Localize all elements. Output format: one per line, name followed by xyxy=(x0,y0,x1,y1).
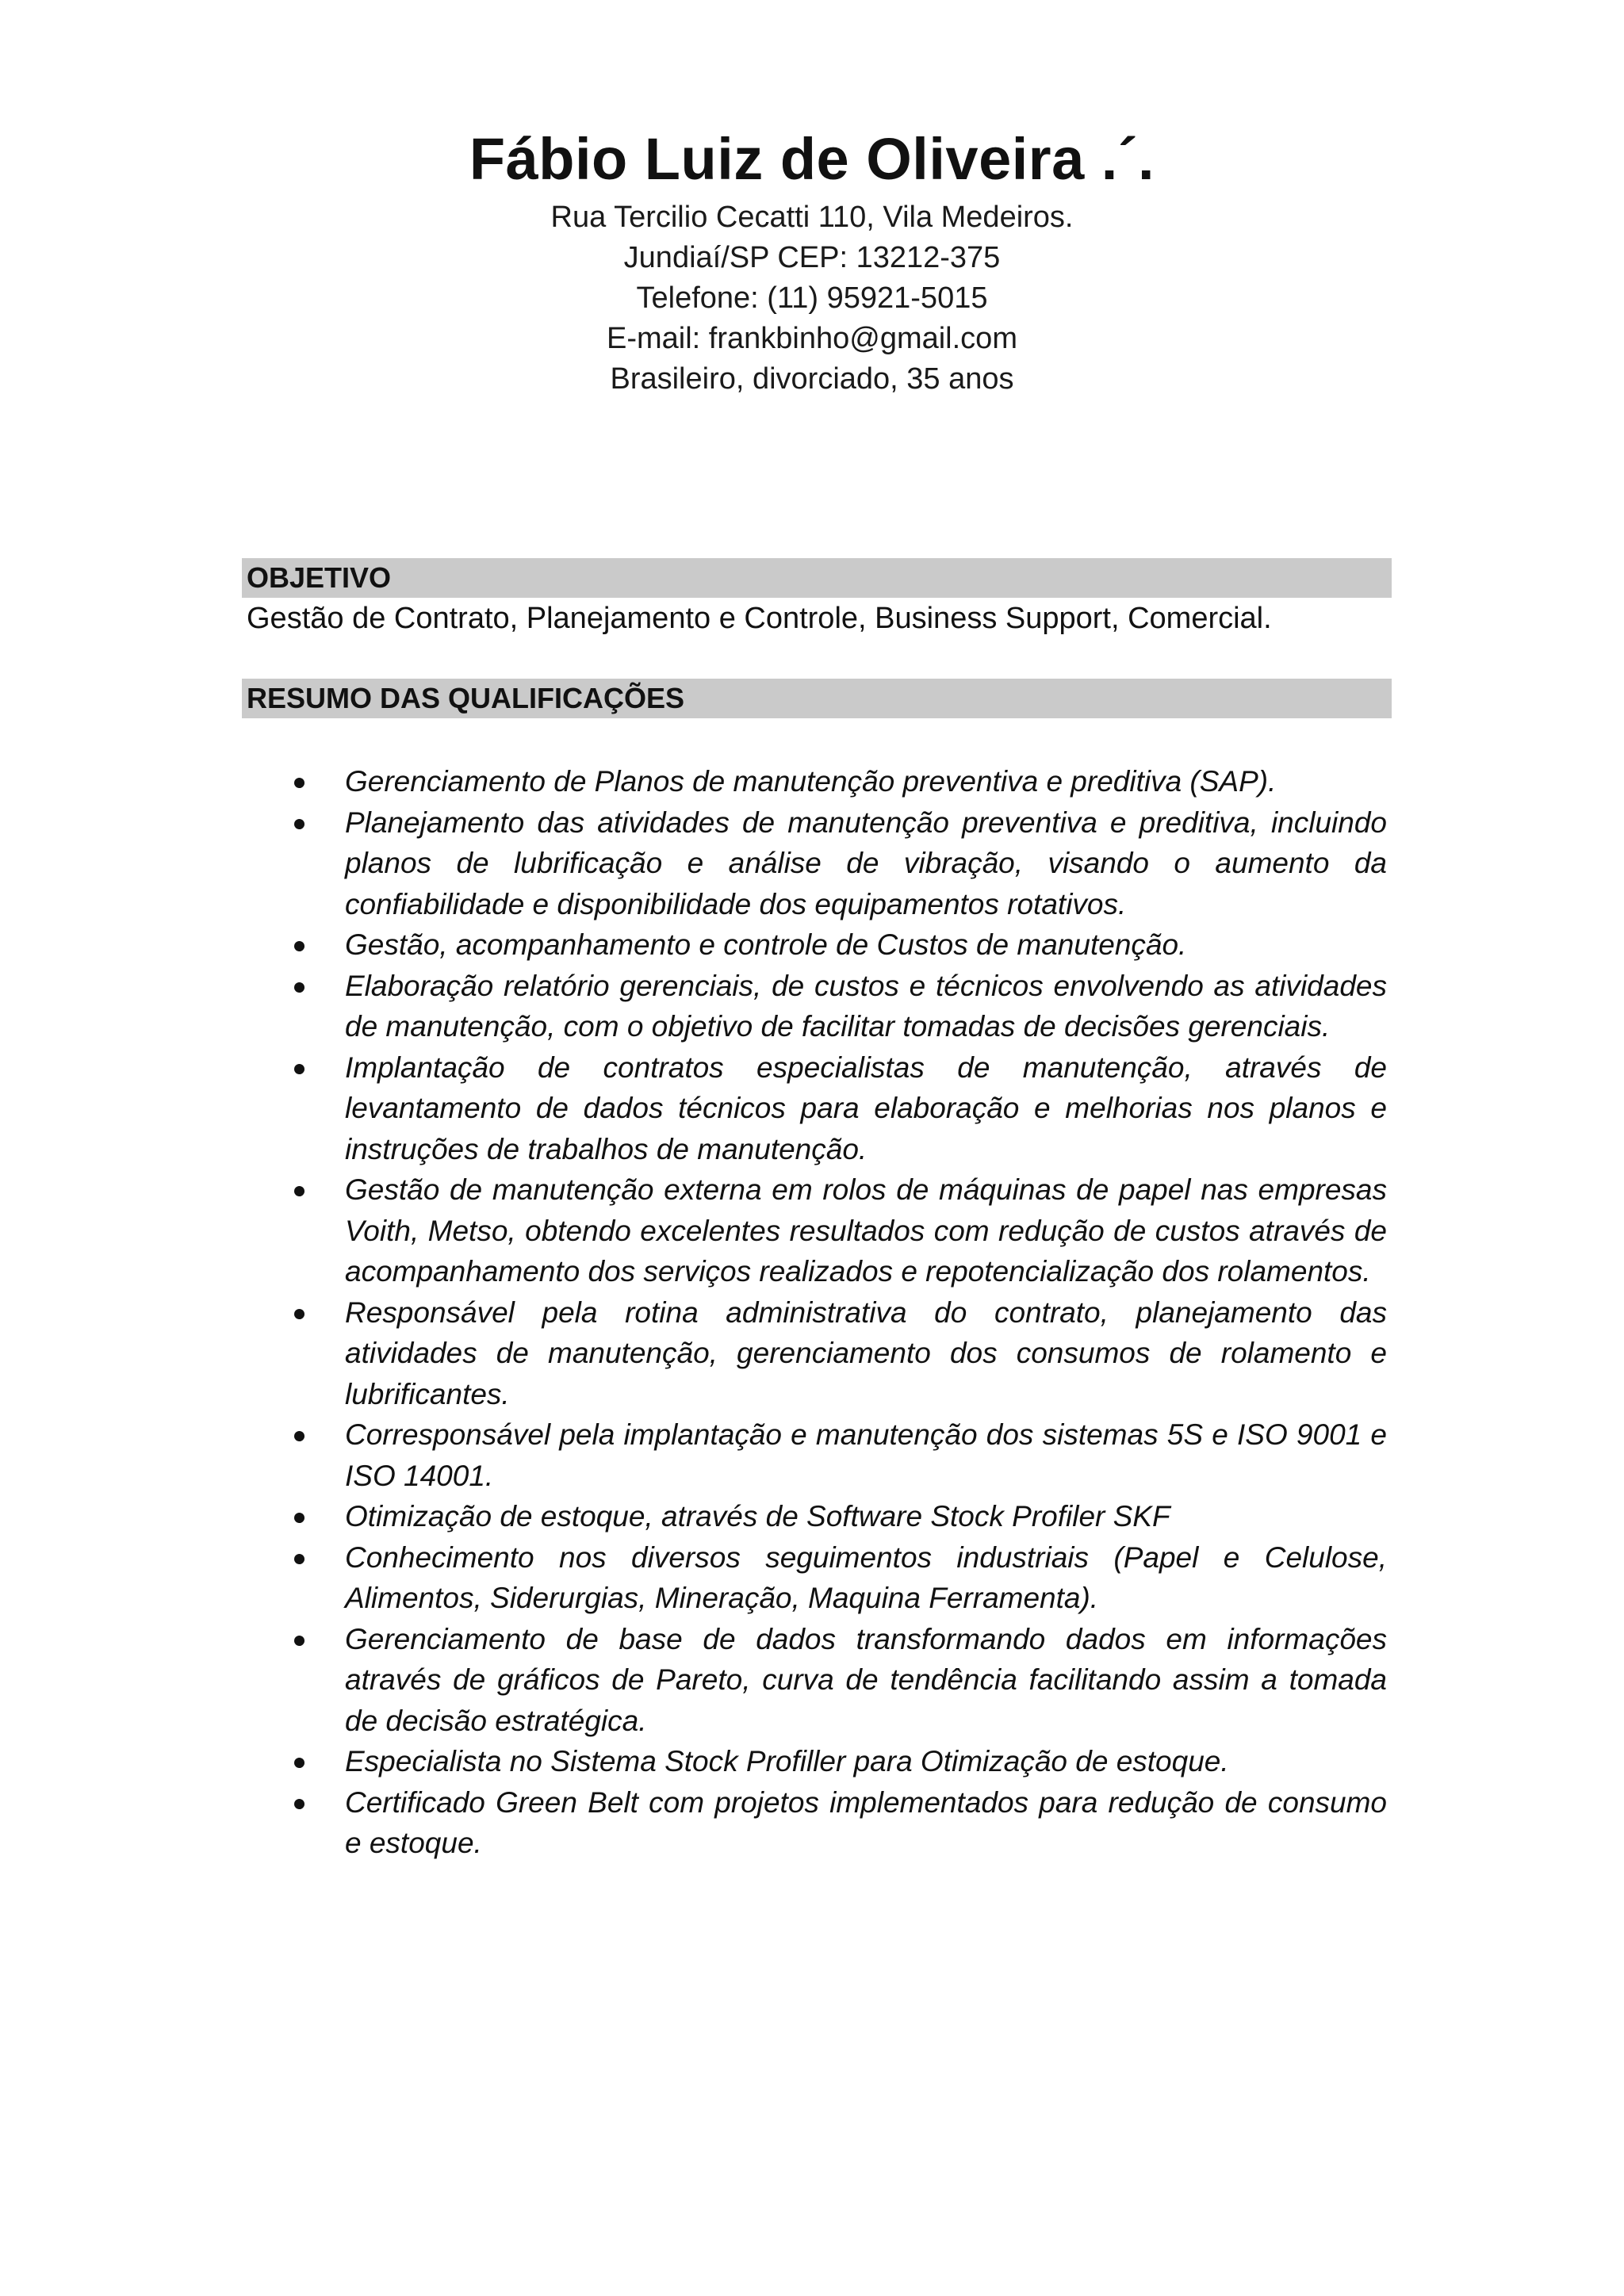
email-line: E-mail: frankbinho@gmail.com xyxy=(607,322,1017,355)
list-item xyxy=(242,1047,1392,1170)
bullet-icon xyxy=(294,1554,304,1564)
candidate-name: Fábio Luiz de Oliveira .´. xyxy=(469,126,1155,192)
list-item-text: Responsável pela rotina administrativa do contrato, planejamento das atividades de manutenção, gerenciamento dos consumos de rolamento e lubrificantes. xyxy=(345,1295,1387,1410)
list-item xyxy=(242,1414,1392,1496)
bullet-icon xyxy=(294,1431,304,1441)
bullet-icon xyxy=(294,1186,304,1196)
list-item xyxy=(242,1292,1392,1415)
list-item xyxy=(242,1169,1392,1292)
bullet-icon xyxy=(294,1064,304,1074)
list-item-text: Implantação de contratos especialistas de manutenção, através de levantamento de dados técnicos para elaboração e melhorias nos planos e instruções de trabalhos de manutenção. xyxy=(345,1050,1387,1165)
address-line: Rua Tercilio Cecatti 110, Vila Medeiros. xyxy=(550,201,1074,234)
list-item-text: Planejamento das atividades de manutenção preventiva e preditiva, incluindo planos de lubrificação e análise de vibração, visando o aumento da confiabilidade e disponibilidade dos equipamentos rotativos. xyxy=(345,806,1387,920)
bullet-icon xyxy=(294,778,304,788)
list-item-text: Gestão de manutenção externa em rolos de máquinas de papel nas empresas Voith, Metso, obtendo excelentes resultados com redução de custos através de acompanhamento dos serviços realizados e repotencialização dos rolamentos. xyxy=(345,1173,1387,1288)
list-item-text: Corresponsável pela implantação e manutenção dos sistemas 5S e ISO 9001 e ISO 14001. xyxy=(345,1418,1387,1492)
list-item xyxy=(242,924,1392,966)
bullet-icon xyxy=(294,982,304,993)
list-item-text: Gerenciamento de base de dados transformando dados em informações através de gráficos de Pareto, curva de tendência facilitando assim a tomada de decisão estratégica. xyxy=(345,1622,1387,1737)
bullet-icon xyxy=(294,1758,304,1768)
bullet-icon xyxy=(294,819,304,829)
list-item xyxy=(242,1496,1392,1537)
list-item xyxy=(242,966,1392,1047)
list-item-text: Certificado Green Belt com projetos implementados para redução de consumo e estoque. xyxy=(345,1785,1387,1859)
resume-content xyxy=(242,558,1392,1864)
list-item-text: Elaboração relatório gerenciais, de custos e técnicos envolvendo as atividades de manutenção, com o objetivo de facilitar tomadas de decisões gerenciais. xyxy=(345,969,1387,1043)
objective-text: Gestão de Contrato, Planejamento e Controle, Business Support, Comercial. xyxy=(247,602,1272,635)
qualifications-heading: RESUMO DAS QUALIFICAÇÕES xyxy=(242,679,1392,718)
bullet-icon xyxy=(294,941,304,951)
bullet-icon xyxy=(294,1799,304,1809)
phone-line: Telefone: (11) 95921-5015 xyxy=(636,281,988,315)
list-item xyxy=(242,761,1392,802)
bullet-icon xyxy=(294,1309,304,1319)
list-item xyxy=(242,1741,1392,1782)
city-line: Jundiaí/SP CEP: 13212-375 xyxy=(623,241,1001,274)
personal-info-line: Brasileiro, divorciado, 35 anos xyxy=(610,362,1014,396)
list-item-text: Otimização de estoque, através de Software Stock Profiler SKF xyxy=(345,1500,1170,1533)
list-item xyxy=(242,1619,1392,1742)
objective-heading: OBJETIVO xyxy=(242,558,1392,598)
list-item-text: Gestão, acompanhamento e controle de Custos de manutenção. xyxy=(345,928,1187,961)
list-item-text: Conhecimento nos diversos seguimentos industriais (Papel e Celulose, Alimentos, Siderurgias, Mineração, Maquina Ferramenta). xyxy=(345,1540,1387,1614)
list-item-text: Gerenciamento de Planos de manutenção preventiva e preditiva (SAP). xyxy=(345,765,1277,798)
list-item xyxy=(242,1782,1392,1864)
list-item-text: Especialista no Sistema Stock Profiller para Otimização de estoque. xyxy=(345,1745,1229,1777)
list-item xyxy=(242,1537,1392,1619)
list-item xyxy=(242,802,1392,925)
bullet-icon xyxy=(294,1513,304,1523)
resume-header xyxy=(0,123,1624,400)
bullet-icon xyxy=(294,1636,304,1646)
qualifications-list xyxy=(242,761,1392,1864)
